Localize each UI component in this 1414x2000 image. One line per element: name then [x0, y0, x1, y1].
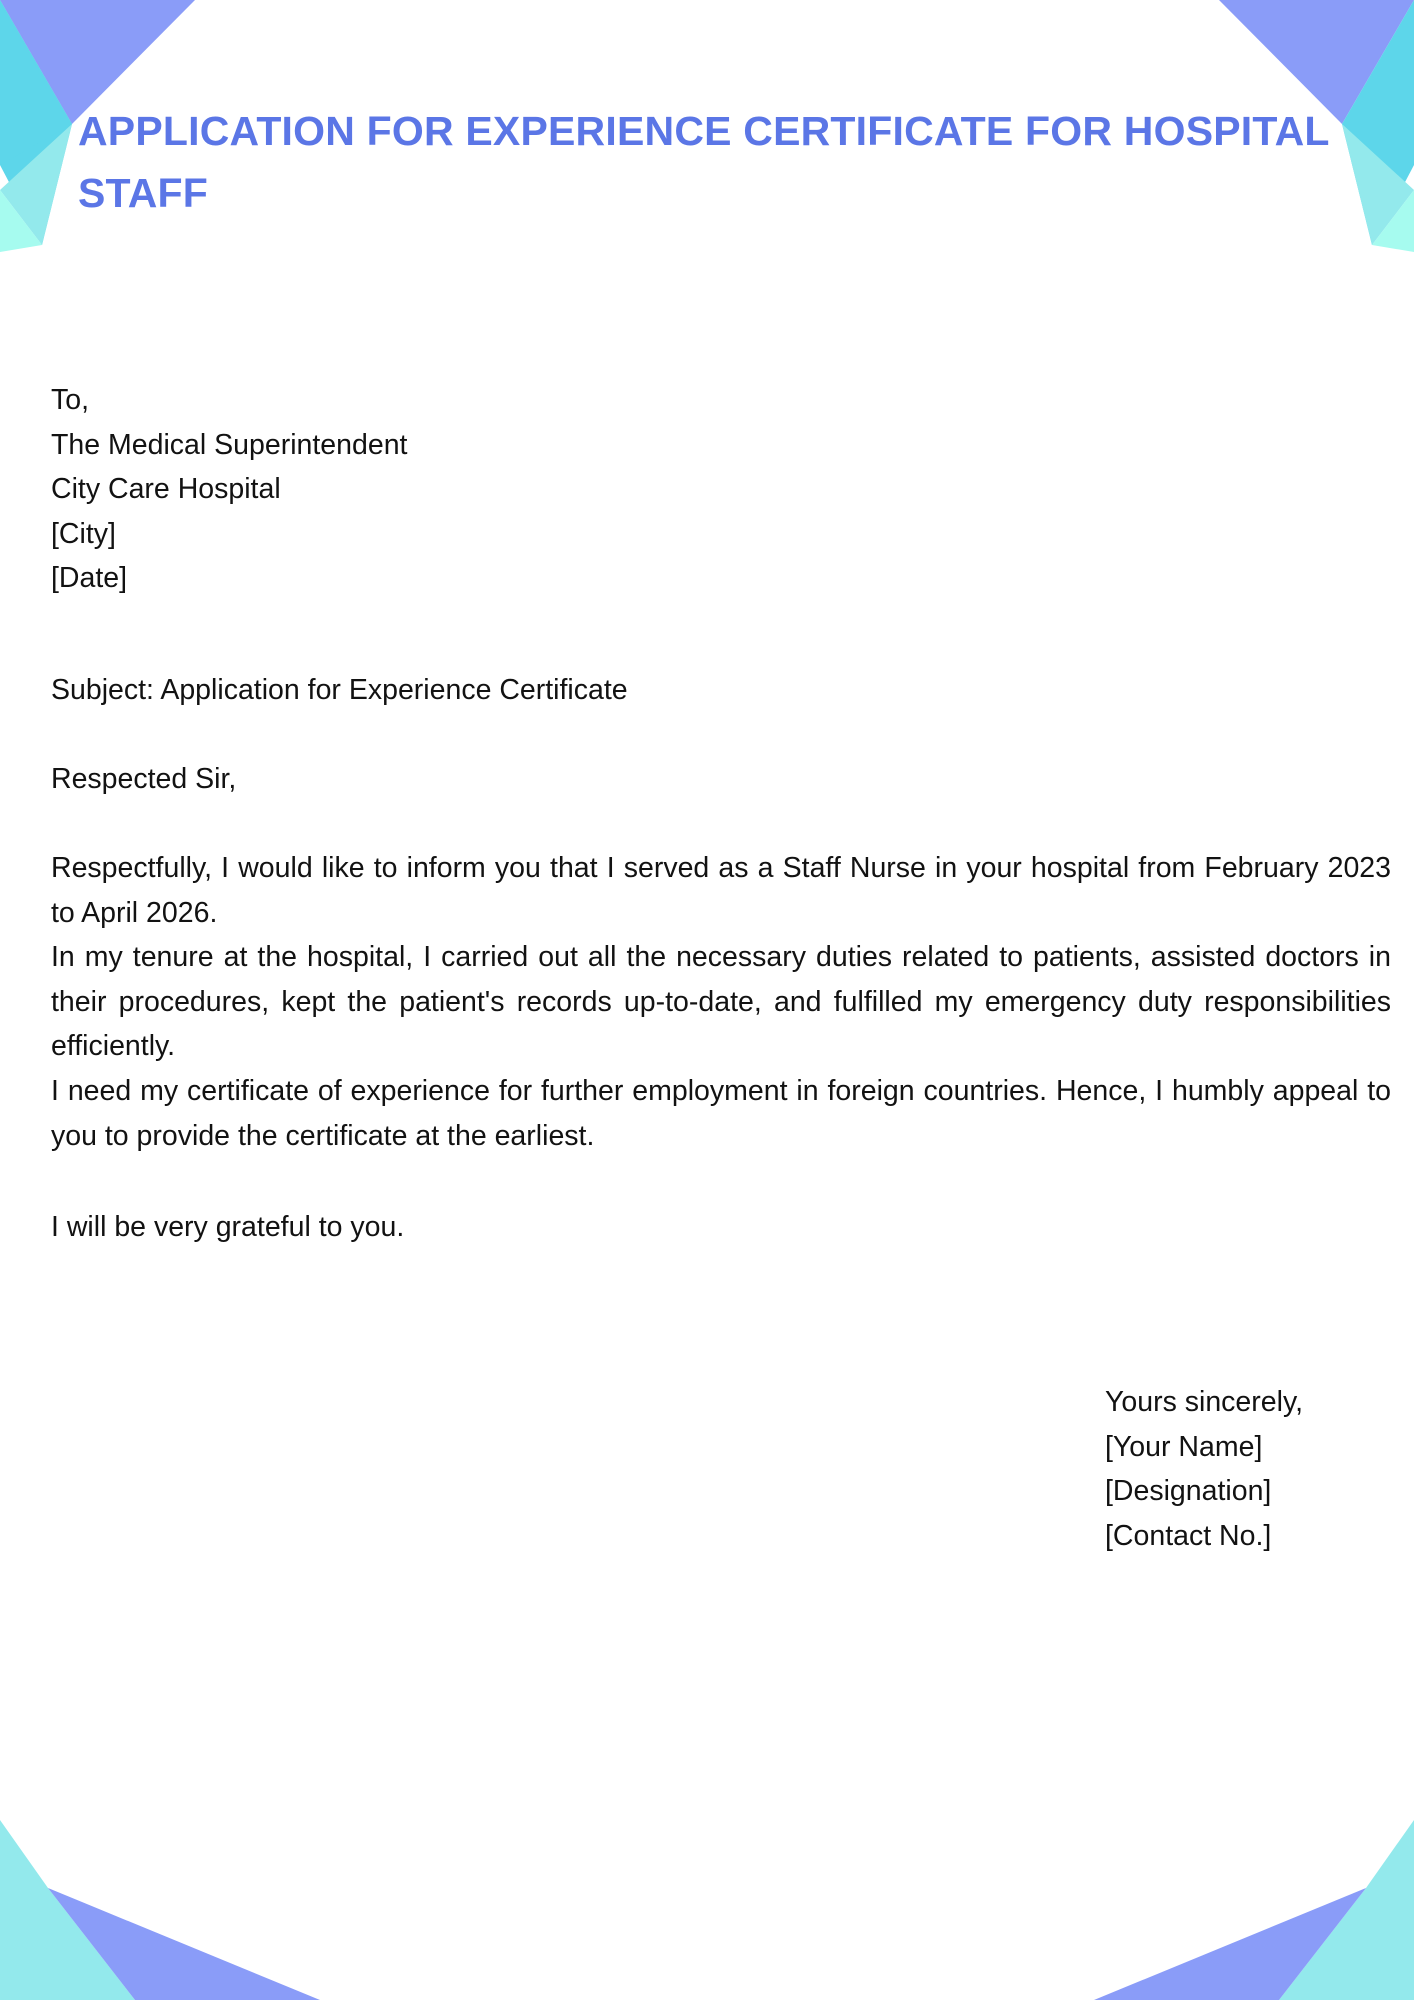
letter-body	[51, 846, 1391, 1158]
bottom-right-corner-decoration	[1084, 1820, 1414, 2000]
recipient-block	[51, 378, 1391, 601]
subject-line: Subject: Application for Experience Certificate	[51, 674, 628, 706]
letter-date: [Date]	[51, 562, 128, 595]
signature-designation: [Designation]	[1105, 1475, 1272, 1508]
body-paragraph-service: Respectfully, I would like to inform you that I served as a Staff Nurse in your hospital from February 2023 to April 2026.	[51, 852, 1391, 929]
signature-name: [Your Name]	[1105, 1430, 1263, 1463]
signature-closing: Yours sincerely,	[1105, 1386, 1304, 1418]
recipient-designation: The Medical Superintendent	[51, 428, 408, 461]
closing-line: I will be very grateful to you.	[51, 1211, 405, 1243]
bottom-left-corner-decoration	[0, 1820, 330, 2000]
body-paragraph-request: I need my certificate of experience for further employment in foreign countries. Hence, I humbly appeal to you to provide the certificate at the earliest.	[51, 1074, 1391, 1152]
document-title: APPLICATION FOR EXPERIENCE CERTIFICATE FOR HOSPITAL STAFF	[78, 108, 1329, 216]
recipient-to: To,	[51, 384, 90, 416]
recipient-city: [City]	[51, 517, 116, 550]
signature-contact: [Contact No.]	[1105, 1519, 1272, 1552]
body-paragraph-duties: In my tenure at the hospital, I carried out all the necessary duties related to patients, assisted doctors in their procedures, kept the patient's records up-to-date, and fulfilled my emergency duty responsibilities efficiently.	[51, 941, 1391, 1063]
signature-block	[1105, 1380, 1303, 1558]
salutation: Respected Sir,	[51, 763, 237, 795]
recipient-organization: City Care Hospital	[51, 473, 281, 506]
